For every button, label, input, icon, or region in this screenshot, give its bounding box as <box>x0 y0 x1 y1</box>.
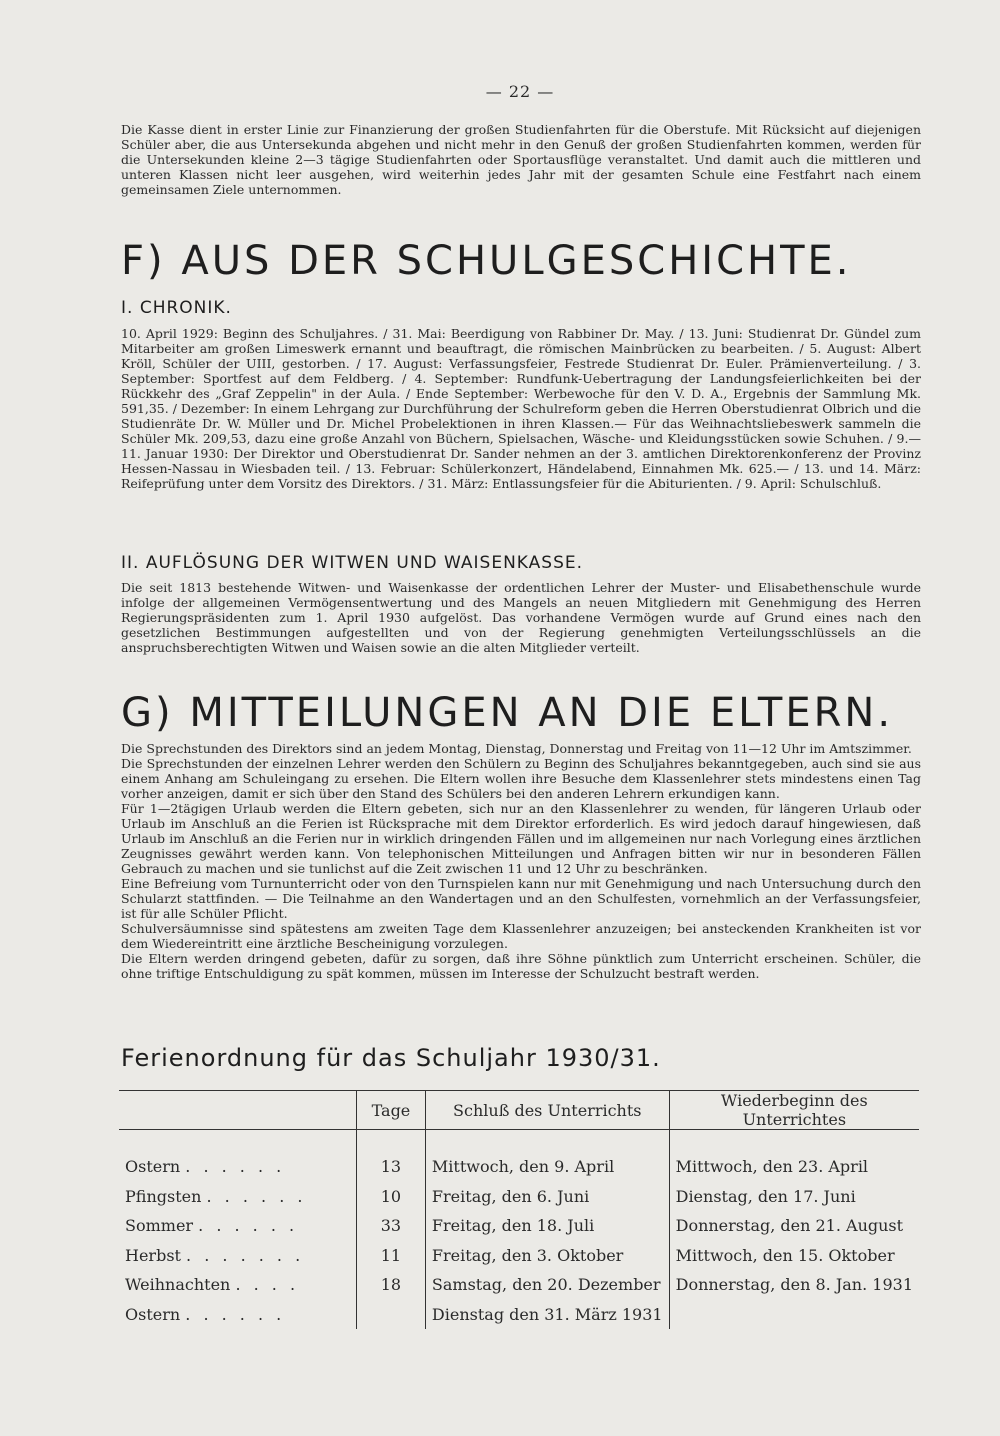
days-cell: 33 <box>356 1211 425 1241</box>
leader-dots: . . . . <box>235 1275 300 1295</box>
ferien-table <box>119 1090 919 1329</box>
section-g-title: G) MITTEILUNGEN AN DIE ELTERN. <box>121 690 894 736</box>
holiday-name-cell <box>119 1241 356 1271</box>
leader-dots: . . . . . . <box>198 1216 299 1236</box>
chronik-title: I. CHRONIK. <box>121 298 232 318</box>
leader-dots: . . . . . . <box>185 1157 286 1177</box>
kasse-paragraph <box>121 580 921 655</box>
header-cell <box>119 1091 356 1130</box>
header-cell: Tage <box>356 1091 425 1130</box>
holiday-name: Ostern <box>125 1304 181 1324</box>
holiday-name-cell <box>119 1182 356 1212</box>
restart-date-cell: Donnerstag, den 8. Jan. 1931 <box>669 1270 919 1300</box>
holiday-name: Sommer <box>125 1216 194 1236</box>
eltern-paragraphs <box>121 741 921 981</box>
leader-dots: . . . . . . . <box>186 1245 305 1265</box>
end-date-cell: Freitag, den 18. Juli <box>425 1211 669 1241</box>
holiday-name-cell <box>119 1300 356 1330</box>
restart-date-cell <box>669 1300 919 1330</box>
end-date-cell: Freitag, den 6. Juni <box>425 1182 669 1212</box>
days-cell: 11 <box>356 1241 425 1271</box>
end-date-cell: Freitag, den 3. Oktober <box>425 1241 669 1271</box>
eltern-paragraph: Die Eltern werden dringend gebeten, dafür zu sorgen, daß ihre Söhne pünktlich zum Unterricht erscheinen. Schüler, die ohne triftige Entschuldigung zu spät kommen, müssen im Interesse der Schulzucht bestraft werden. <box>121 951 921 981</box>
table-row <box>119 1300 919 1330</box>
intro-text: Die Kasse dient in erster Linie zur Finanzierung der großen Studienfahrten für die Oberstufe. Mit Rücksicht auf diejenigen Schüler aber, die aus Untersekunda abgehen und nicht mehr in den Genuß der großen Studienfahrten kommen, werden für die Untersekunden kleine 2—3 tägige Studienfahrten oder Sportausflüge veranstaltet. Und damit auch die mittleren und unteren Klassen nicht leer ausgehen, wird weiterhin jedes Jahr mit der gesamten Schule eine Festfahrt nach einem gemeinsamen Ziele unternommen. <box>121 122 921 197</box>
chronik-paragraph <box>121 326 921 491</box>
eltern-paragraph: Schulversäumnisse sind spätestens am zweiten Tage dem Klassenlehrer anzuzeigen; bei ansteckenden Krankheiten ist vor dem Wiedereintritt eine ärztliche Bescheinigung vorzulegen. <box>121 921 921 951</box>
restart-date-cell: Dienstag, den 17. Juni <box>669 1182 919 1212</box>
table-row <box>119 1241 919 1271</box>
holiday-name-cell <box>119 1270 356 1300</box>
page-number: — 22 — <box>485 82 555 101</box>
leader-dots: . . . . . . <box>185 1304 286 1324</box>
eltern-paragraph: Die Sprechstunden des Direktors sind an jedem Montag, Dienstag, Donnerstag und Freitag von 11—12 Uhr im Amtszimmer. <box>121 741 912 756</box>
header-cell: Wiederbeginn des Unterrichtes <box>669 1091 919 1130</box>
days-cell: 13 <box>356 1152 425 1182</box>
holiday-name: Pfingsten <box>125 1186 202 1206</box>
restart-date-cell: Mittwoch, den 23. April <box>669 1152 919 1182</box>
eltern-paragraph: Eine Befreiung vom Turnunterricht oder von den Turnspielen kann nur mit Genehmigung und nach Untersuchung durch den Schularzt stattfinden. — Die Teilnahme an den Wandertagen und an den Schulfesten, vornehmlich an der Verfassungsfeier, ist für alle Schüler Pflicht. <box>121 876 921 921</box>
eltern-paragraph: Für 1—2tägigen Urlaub werden die Eltern gebeten, sich nur an den Klassenlehrer zu wenden, für längeren Urlaub oder Urlaub im Anschluß an die Ferien ist Rücksprache mit dem Direktor erforderlich. Es wird jedoch darauf hingewiesen, daß Urlaub im Anschluß an die Ferien nur in wirklich dringenden Fällen und im allgemeinen nur nach Vorlegung eines ärztlichen Zeugnisses gewährt werden kann. Von telephonischen Mitteilungen und Anfragen bitten wir nur in besonderen Fällen Gebrauch zu machen und sie tunlichst auf die Zeit zwischen 11 und 12 Uhr zu beschränken. <box>121 801 921 876</box>
ferien-title: Ferienordnung für das Schuljahr 1930/31. <box>121 1044 661 1072</box>
holiday-name-cell <box>119 1211 356 1241</box>
kasse-text: Die seit 1813 bestehende Witwen- und Waisenkasse der ordentlichen Lehrer der Muster- und Elisabethenschule wurde infolge der allgemeinen Vermögensentwertung und des Mangels an neuen Mitgliedern mit Genehmigung des Herren Regierungspräsidenten zum 1. April 1930 aufgelöst. Das vorhandene Vermögen wurde auf Grund eines nach den gesetzlichen Bestimmungen aufgestellten und von der Regierung genehmigten Verteilungsschlüssels an die anspruchsberechtigten Witwen und Waisen sowie an die alten Mitglieder verteilt. <box>121 580 921 655</box>
eltern-paragraph: Die Sprechstunden der einzelnen Lehrer werden den Schülern zu Beginn des Schuljahres bekanntgegeben, auch sind sie aus einem Anhang am Schuleingang zu ersehen. Die Eltern wollen ihre Besuche dem Klassenlehrer stets mindestens einen Tag vorher anzeigen, damit er sich über den Stand des Schülers bei den anderen Lehrern erkundigen kann. <box>121 756 921 801</box>
section-f-title: F) AUS DER SCHULGESCHICHTE. <box>121 238 852 284</box>
intro-paragraph <box>121 122 921 197</box>
restart-date-cell: Donnerstag, den 21. August <box>669 1211 919 1241</box>
holiday-name: Ostern <box>125 1157 181 1177</box>
end-date-cell: Dienstag den 31. März 1931 <box>425 1300 669 1330</box>
days-cell: 10 <box>356 1182 425 1212</box>
leader-dots: . . . . . . <box>206 1186 307 1206</box>
table-row <box>119 1152 919 1182</box>
restart-date-cell: Mittwoch, den 15. Oktober <box>669 1241 919 1271</box>
days-cell <box>356 1300 425 1330</box>
table-row <box>119 1211 919 1241</box>
header-cell: Schluß des Unterrichts <box>425 1091 669 1130</box>
table-row <box>119 1182 919 1212</box>
days-cell: 18 <box>356 1270 425 1300</box>
table-row <box>119 1270 919 1300</box>
end-date-cell: Samstag, den 20. Dezember <box>425 1270 669 1300</box>
chronik-text: 10. April 1929: Beginn des Schuljahres. / 31. Mai: Beerdigung von Rabbiner Dr. May. / 13. Juni: Studienrat Dr. Gündel zum Mitarbeiter am großen Limeswerk ernannt und beauftragt, die römischen Mainbrücken zu bearbeiten. / 5. August: Albert Kröll, Schüler der UIII, gestorben. / 17. August: Verfassungsfeier, Festrede Studienrat Dr. Euler. Prämienverteilung. / 3. September: Sportfest auf dem Feldberg. / 4. September: Rundfunk-Uebertragung der Landungsfeierlichkeiten bei der Rückkehr des „Graf Zeppelin" in der Aula. / Ende September: Werbewoche für den V. D. A., Ergebnis der Sammlung Mk. 591,35. / Dezember: In einem Lehrgang zur Durchführung der Schulreform geben die Herren Oberstudienrat Olbrich und die Studienräte Dr. W. Müller und Dr. Michel Probelektionen in ihren Klassen.— Für das Weihnachtsliebeswerk sammeln die Schüler Mk. 209,53, dazu eine große Anzahl von Büchern, Spielsachen, Wäsche- und Kleidungsstücken sowie Schuhen. / 9.—11. Januar 1930: Der Direktor und Oberstudienrat Dr. Sander nehmen an der 3. amtlichen Direktorenkonferenz der Provinz Hessen-Nassau in Wiesbaden teil. / 13. Februar: Schülerkonzert, Händelabend, Einnahmen Mk. 625.— / 13. und 14. März: Reifeprüfung unter dem Vorsitz des Direktors. / 31. März: Entlassungsfeier für die Abiturienten. / 9. April: Schulschluß. <box>121 326 921 491</box>
holiday-name: Herbst <box>125 1245 181 1265</box>
holiday-name-cell <box>119 1152 356 1182</box>
ferien-header-row <box>119 1091 919 1130</box>
kasse-title: II. AUFLÖSUNG DER WITWEN UND WAISENKASSE. <box>121 553 584 573</box>
end-date-cell: Mittwoch, den 9. April <box>425 1152 669 1182</box>
holiday-name: Weihnachten <box>125 1275 231 1295</box>
